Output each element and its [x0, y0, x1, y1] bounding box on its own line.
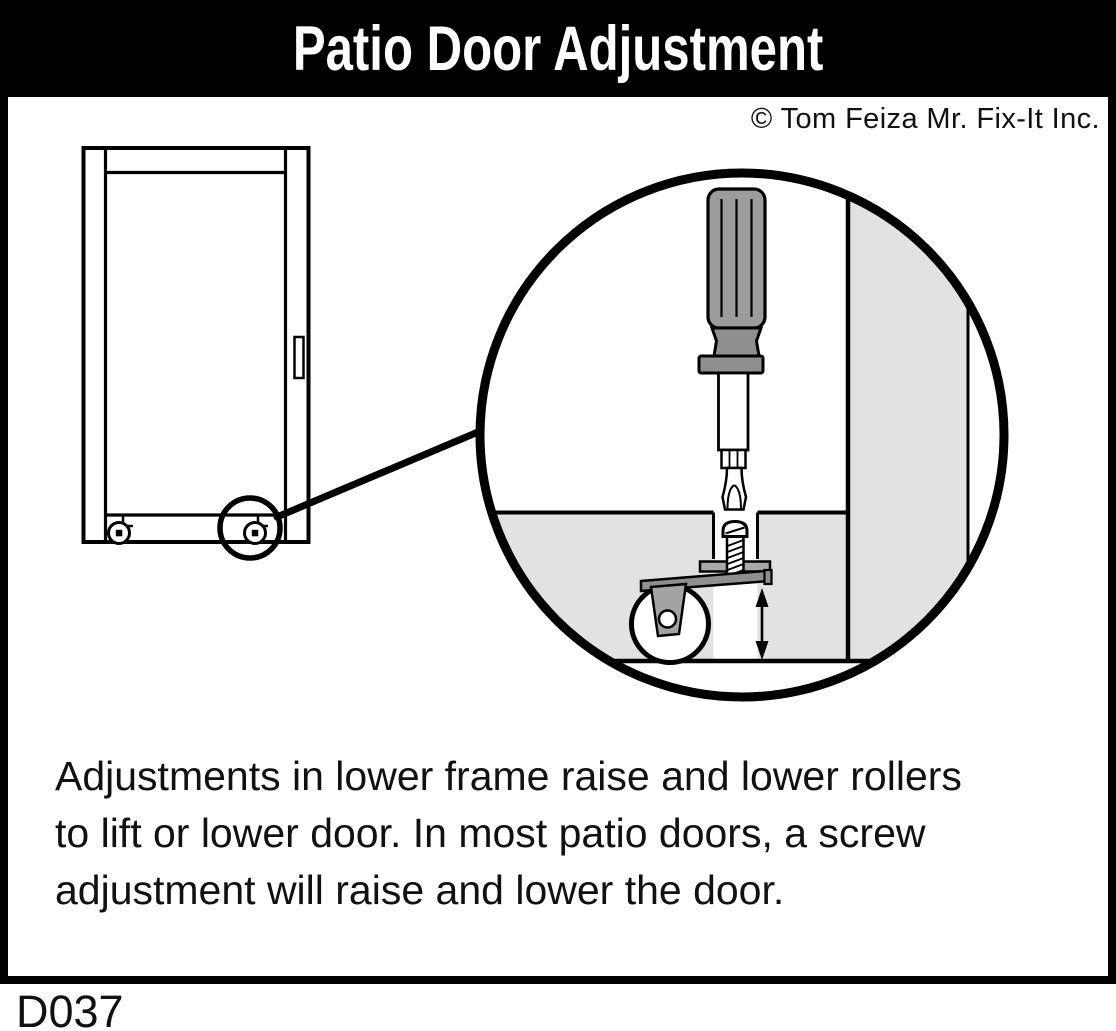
caption-line: to lift or lower door. In most patio doors, a screw — [55, 810, 926, 856]
caption — [55, 748, 962, 919]
figure-title: Patio Door Adjustment — [292, 13, 824, 84]
caption-line: Adjustments in lower frame raise and lower rollers — [55, 753, 962, 799]
figure-code: D037 — [16, 986, 124, 1031]
caption-line: adjustment will raise and lower the door. — [55, 867, 785, 913]
copyright-note: © Tom Feiza Mr. Fix-It Inc. — [750, 103, 1100, 135]
title-bar — [0, 0, 1116, 97]
